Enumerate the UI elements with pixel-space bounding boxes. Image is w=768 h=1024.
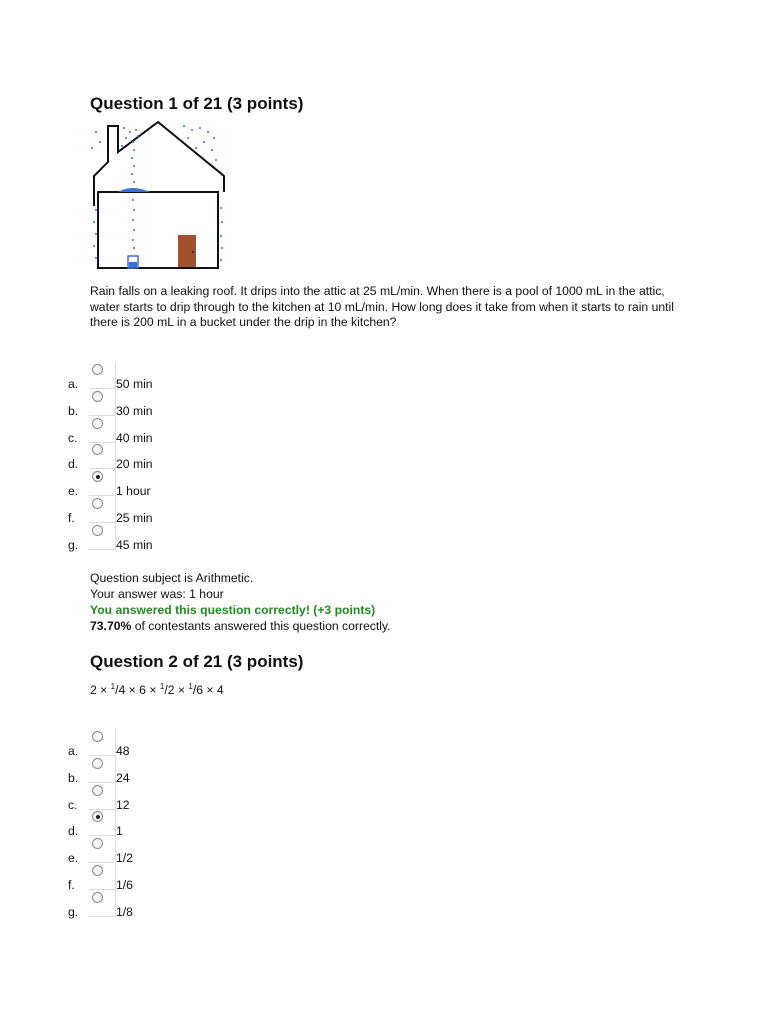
answer-option[interactable]	[0, 840, 300, 867]
radio-cell	[89, 809, 116, 836]
radio-button-checked[interactable]	[92, 471, 103, 482]
expr-sup: 1	[110, 682, 116, 691]
radio-cell	[89, 389, 116, 416]
radio-cell	[89, 442, 116, 469]
contestant-stats	[90, 618, 391, 634]
option-letter: e.	[68, 851, 79, 866]
option-letter: g.	[68, 904, 79, 919]
answer-option[interactable]	[0, 787, 300, 814]
answer-option[interactable]	[0, 760, 300, 787]
option-letter: d.	[68, 457, 79, 472]
expr-part: /4 × 6 ×	[115, 683, 160, 698]
radio-cell	[89, 836, 116, 863]
radio-button[interactable]	[92, 391, 103, 402]
answer-option[interactable]	[0, 500, 300, 527]
question-1-feedback	[90, 570, 391, 634]
option-letter: c.	[68, 797, 78, 812]
answer-option[interactable]	[0, 733, 300, 760]
option-label: 20 min	[116, 457, 153, 472]
radio-cell	[89, 416, 116, 443]
answer-option[interactable]	[0, 527, 300, 554]
question-1-prompt: Rain falls on a leaking roof. It drips into the attic at 25 mL/min. When there is a pool of 1000 mL in the attic, water starts to drip through to the kitchen at 10 mL/min. How long does it take from when it starts to rain until there is 200 mL in a bucket under the drip in the kitchen?	[90, 284, 674, 329]
radio-cell	[89, 729, 116, 756]
radio-button-checked[interactable]	[92, 811, 103, 822]
answer-option[interactable]	[0, 813, 300, 840]
expr-part: 2 ×	[90, 683, 111, 698]
radio-button[interactable]	[92, 758, 103, 769]
expr-part: /2 ×	[164, 683, 189, 698]
radio-button[interactable]	[92, 498, 103, 509]
percent-correct: 73.70%	[90, 619, 132, 633]
radio-cell	[89, 783, 116, 810]
answer-option[interactable]	[0, 393, 300, 420]
radio-button[interactable]	[92, 525, 103, 536]
option-letter: e.	[68, 484, 79, 499]
option-label: 45 min	[116, 537, 153, 552]
question-1-title: Question 1 of 21 (3 points)	[90, 94, 304, 113]
radio-button[interactable]	[92, 785, 103, 796]
answer-option[interactable]	[0, 894, 300, 921]
option-label: 1/2	[116, 851, 133, 866]
option-letter: d.	[68, 824, 79, 839]
expr-sup: 1	[159, 682, 165, 691]
answer-option[interactable]	[0, 446, 300, 473]
option-letter: a.	[68, 377, 79, 391]
option-letter: g.	[68, 537, 79, 552]
answer-option[interactable]	[0, 867, 300, 894]
correct-message: You answered this question correctly! (+3 points)	[90, 603, 376, 617]
radio-cell	[89, 756, 116, 783]
expr-sup: 1	[188, 682, 193, 691]
radio-button[interactable]	[92, 731, 103, 742]
radio-button[interactable]	[92, 838, 103, 849]
radio-button[interactable]	[92, 865, 103, 876]
option-label: 48	[116, 744, 130, 758]
radio-cell	[89, 469, 116, 496]
answer-option[interactable]	[0, 420, 300, 447]
radio-button[interactable]	[92, 364, 103, 375]
radio-cell	[89, 496, 116, 523]
option-label: 50 min	[116, 377, 153, 391]
radio-cell	[89, 523, 116, 550]
answer-option[interactable]	[0, 366, 300, 393]
option-label: 25 min	[116, 511, 153, 525]
percent-suffix: of contestants answered this question correctly.	[131, 619, 391, 633]
option-label: 1 hour	[116, 484, 151, 499]
option-letter: f.	[68, 878, 75, 892]
question-subject: Question subject is Arithmetic.	[90, 571, 254, 585]
answer-option[interactable]	[0, 473, 300, 500]
radio-cell	[89, 362, 116, 389]
radio-cell	[89, 890, 116, 917]
expr-part: /6 × 4	[192, 683, 224, 698]
question-2-expression	[90, 682, 224, 697]
radio-button[interactable]	[92, 418, 103, 429]
option-label: 24	[116, 770, 130, 785]
option-label: 30 min	[116, 403, 153, 418]
option-letter: b.	[68, 770, 79, 785]
option-letter: c.	[68, 430, 78, 445]
option-letter: b.	[68, 403, 79, 418]
leaking-roof-house-image	[88, 118, 228, 273]
option-label: 1	[116, 824, 123, 839]
radio-button[interactable]	[92, 892, 103, 903]
option-letter: f.	[68, 511, 75, 525]
option-label: 1/6	[116, 878, 133, 892]
option-label: 12	[116, 797, 130, 812]
question-2-title: Question 2 of 21 (3 points)	[90, 652, 304, 671]
your-answer: Your answer was: 1 hour	[90, 587, 224, 601]
option-label: 40 min	[116, 430, 153, 445]
option-label: 1/8	[116, 904, 133, 919]
radio-button[interactable]	[92, 444, 103, 455]
option-letter: a.	[68, 744, 79, 758]
radio-cell	[89, 863, 116, 890]
